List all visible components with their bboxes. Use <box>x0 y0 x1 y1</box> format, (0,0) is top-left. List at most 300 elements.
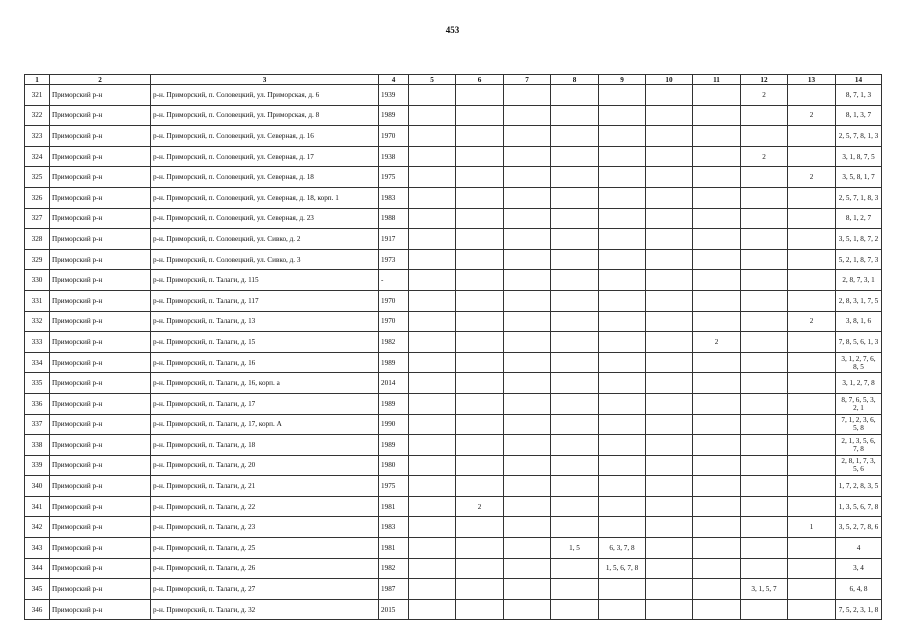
col-8-cell <box>551 393 599 414</box>
col-11-cell <box>693 208 741 229</box>
col-9-cell <box>599 229 646 250</box>
col-9-cell: 6, 3, 7, 8 <box>599 538 646 559</box>
year-cell: 1980 <box>379 455 409 476</box>
col-10-cell <box>646 311 693 332</box>
col-13-cell <box>788 455 836 476</box>
table-row <box>25 105 882 126</box>
address-cell: р-н. Приморский, п. Талаги, д. 27 <box>151 579 379 600</box>
col-5-cell <box>409 373 456 394</box>
col-14-cell: 7, 8, 5, 6, 1, 3 <box>836 332 882 353</box>
row-number: 334 <box>25 352 50 373</box>
col-6-cell <box>456 332 504 353</box>
col-14-cell: 7, 5, 2, 3, 1, 8 <box>836 599 882 620</box>
table-row <box>25 249 882 270</box>
col-10-cell <box>646 290 693 311</box>
col-7-cell <box>504 538 551 559</box>
col-10-cell <box>646 187 693 208</box>
district-cell: Приморский р-н <box>50 126 151 147</box>
col-12-cell <box>741 105 788 126</box>
col-8-cell <box>551 229 599 250</box>
col-7-cell <box>504 229 551 250</box>
col-10-cell <box>646 229 693 250</box>
col-13-cell: 2 <box>788 167 836 188</box>
col-9-cell <box>599 187 646 208</box>
district-cell: Приморский р-н <box>50 393 151 414</box>
col-6-cell <box>456 229 504 250</box>
col-8-cell <box>551 455 599 476</box>
row-number: 338 <box>25 435 50 456</box>
col-6-cell <box>456 599 504 620</box>
col-13-cell: 2 <box>788 105 836 126</box>
col-7-cell <box>504 126 551 147</box>
col-13-cell <box>788 332 836 353</box>
col-12-cell <box>741 270 788 291</box>
district-cell: Приморский р-н <box>50 249 151 270</box>
year-cell: 1970 <box>379 290 409 311</box>
col-6-cell <box>456 558 504 579</box>
col-8-cell <box>551 208 599 229</box>
district-cell: Приморский р-н <box>50 352 151 373</box>
col-5-cell <box>409 599 456 620</box>
col-6-cell <box>456 455 504 476</box>
col-7-cell <box>504 311 551 332</box>
row-number: 343 <box>25 538 50 559</box>
col-10-cell <box>646 599 693 620</box>
col-11-cell <box>693 496 741 517</box>
col-6-cell <box>456 435 504 456</box>
row-number: 345 <box>25 579 50 600</box>
table-row <box>25 229 882 250</box>
col-6-cell <box>456 208 504 229</box>
district-cell: Приморский р-н <box>50 208 151 229</box>
col-14-cell: 4 <box>836 538 882 559</box>
col-8-cell <box>551 126 599 147</box>
district-cell: Приморский р-н <box>50 455 151 476</box>
col-9-cell <box>599 455 646 476</box>
table-row <box>25 393 882 414</box>
col-7-cell <box>504 455 551 476</box>
col-10-cell <box>646 126 693 147</box>
col-13-cell <box>788 496 836 517</box>
col-13-cell <box>788 208 836 229</box>
table-row <box>25 85 882 106</box>
row-number: 342 <box>25 517 50 538</box>
col-9-cell <box>599 146 646 167</box>
col-7-cell <box>504 414 551 435</box>
col-14-cell: 3, 5, 8, 1, 7 <box>836 167 882 188</box>
col-5-cell <box>409 517 456 538</box>
col-9-cell <box>599 352 646 373</box>
column-header-13: 13 <box>788 75 836 85</box>
col-11-cell <box>693 167 741 188</box>
col-6-cell <box>456 517 504 538</box>
year-cell: 1970 <box>379 311 409 332</box>
col-10-cell <box>646 538 693 559</box>
col-9-cell <box>599 373 646 394</box>
year-cell: 1983 <box>379 187 409 208</box>
year-cell: - <box>379 270 409 291</box>
district-cell: Приморский р-н <box>50 579 151 600</box>
col-5-cell <box>409 208 456 229</box>
col-11-cell <box>693 517 741 538</box>
col-9-cell <box>599 105 646 126</box>
col-5-cell <box>409 126 456 147</box>
col-11-cell <box>693 187 741 208</box>
col-10-cell <box>646 435 693 456</box>
table-row <box>25 414 882 435</box>
year-cell: 1939 <box>379 85 409 106</box>
column-header-5: 5 <box>409 75 456 85</box>
table-row <box>25 187 882 208</box>
column-header-8: 8 <box>551 75 599 85</box>
col-7-cell <box>504 435 551 456</box>
col-6-cell <box>456 249 504 270</box>
year-cell: 1981 <box>379 496 409 517</box>
col-10-cell <box>646 455 693 476</box>
col-13-cell <box>788 599 836 620</box>
address-cell: р-н. Приморский, п. Соловецкий, ул. Северная, д. 23 <box>151 208 379 229</box>
column-header-10: 10 <box>646 75 693 85</box>
table-row <box>25 496 882 517</box>
col-9-cell <box>599 414 646 435</box>
col-9-cell <box>599 435 646 456</box>
col-6-cell <box>456 393 504 414</box>
col-11-cell <box>693 599 741 620</box>
col-5-cell <box>409 270 456 291</box>
col-10-cell <box>646 373 693 394</box>
col-6-cell <box>456 476 504 497</box>
col-7-cell <box>504 167 551 188</box>
col-11-cell <box>693 311 741 332</box>
row-number: 335 <box>25 373 50 394</box>
col-5-cell <box>409 85 456 106</box>
address-cell: р-н. Приморский, п. Талаги, д. 21 <box>151 476 379 497</box>
col-12-cell <box>741 414 788 435</box>
col-14-cell: 1, 3, 5, 6, 7, 8 <box>836 496 882 517</box>
address-cell: р-н. Приморский, п. Талаги, д. 20 <box>151 455 379 476</box>
col-9-cell <box>599 85 646 106</box>
col-12-cell <box>741 126 788 147</box>
col-12-cell <box>741 332 788 353</box>
col-13-cell <box>788 476 836 497</box>
year-cell: 2014 <box>379 373 409 394</box>
col-12-cell <box>741 455 788 476</box>
col-6-cell <box>456 352 504 373</box>
col-5-cell <box>409 393 456 414</box>
district-cell: Приморский р-н <box>50 332 151 353</box>
col-13-cell <box>788 538 836 559</box>
col-9-cell <box>599 579 646 600</box>
col-10-cell <box>646 393 693 414</box>
table-row <box>25 167 882 188</box>
col-12-cell <box>741 208 788 229</box>
row-number: 328 <box>25 229 50 250</box>
col-13-cell <box>788 249 836 270</box>
col-14-cell: 2, 1, 3, 5, 6, 7, 8 <box>836 435 882 456</box>
col-12-cell: 2 <box>741 85 788 106</box>
year-cell: 1983 <box>379 517 409 538</box>
col-14-cell: 3, 8, 1, 6 <box>836 311 882 332</box>
col-6-cell <box>456 414 504 435</box>
col-9-cell <box>599 167 646 188</box>
row-number: 339 <box>25 455 50 476</box>
year-cell: 1938 <box>379 146 409 167</box>
col-5-cell <box>409 167 456 188</box>
year-cell: 1970 <box>379 126 409 147</box>
col-7-cell <box>504 187 551 208</box>
table-row <box>25 455 882 476</box>
row-number: 336 <box>25 393 50 414</box>
col-11-cell <box>693 290 741 311</box>
year-cell: 1982 <box>379 332 409 353</box>
address-cell: р-н. Приморский, п. Соловецкий, ул. Северная, д. 17 <box>151 146 379 167</box>
col-14-cell: 2, 5, 7, 8, 1, 3 <box>836 126 882 147</box>
year-cell: 1973 <box>379 249 409 270</box>
table-row <box>25 290 882 311</box>
col-13-cell <box>788 187 836 208</box>
col-5-cell <box>409 229 456 250</box>
col-14-cell: 2, 5, 7, 1, 8, 3 <box>836 187 882 208</box>
col-8-cell <box>551 105 599 126</box>
column-header-1: 1 <box>25 75 50 85</box>
col-11-cell <box>693 373 741 394</box>
col-9-cell <box>599 249 646 270</box>
col-6-cell <box>456 270 504 291</box>
col-12-cell <box>741 517 788 538</box>
col-11-cell <box>693 85 741 106</box>
col-14-cell: 3, 1, 2, 7, 6, 8, 5 <box>836 352 882 373</box>
col-12-cell <box>741 373 788 394</box>
col-9-cell <box>599 476 646 497</box>
col-8-cell <box>551 517 599 538</box>
table-row <box>25 352 882 373</box>
col-14-cell: 3, 1, 2, 7, 8 <box>836 373 882 394</box>
col-13-cell <box>788 126 836 147</box>
year-cell: 1990 <box>379 414 409 435</box>
col-6-cell <box>456 187 504 208</box>
row-number: 341 <box>25 496 50 517</box>
table-row <box>25 373 882 394</box>
column-header-4: 4 <box>379 75 409 85</box>
col-13-cell <box>788 373 836 394</box>
address-cell: р-н. Приморский, п. Талаги, д. 26 <box>151 558 379 579</box>
col-14-cell: 8, 7, 1, 3 <box>836 85 882 106</box>
col-9-cell <box>599 496 646 517</box>
row-number: 333 <box>25 332 50 353</box>
col-14-cell: 5, 2, 1, 8, 7, 3 <box>836 249 882 270</box>
col-14-cell: 8, 7, 6, 5, 3, 2, 1 <box>836 393 882 414</box>
col-5-cell <box>409 290 456 311</box>
col-5-cell <box>409 476 456 497</box>
column-header-6: 6 <box>456 75 504 85</box>
col-8-cell <box>551 332 599 353</box>
year-cell: 1982 <box>379 558 409 579</box>
header-row <box>25 75 882 85</box>
district-cell: Приморский р-н <box>50 517 151 538</box>
table-row <box>25 517 882 538</box>
col-5-cell <box>409 558 456 579</box>
district-cell: Приморский р-н <box>50 270 151 291</box>
address-cell: р-н. Приморский, п. Соловецкий, ул. Сивко, д. 2 <box>151 229 379 250</box>
col-13-cell <box>788 290 836 311</box>
row-number: 346 <box>25 599 50 620</box>
col-12-cell <box>741 476 788 497</box>
year-cell: 1987 <box>379 579 409 600</box>
col-14-cell: 2, 8, 3, 1, 7, 5 <box>836 290 882 311</box>
col-9-cell <box>599 332 646 353</box>
col-12-cell <box>741 311 788 332</box>
col-5-cell <box>409 538 456 559</box>
col-10-cell <box>646 249 693 270</box>
col-8-cell <box>551 270 599 291</box>
col-8-cell <box>551 435 599 456</box>
col-11-cell <box>693 229 741 250</box>
table-row <box>25 476 882 497</box>
col-13-cell <box>788 352 836 373</box>
col-7-cell <box>504 496 551 517</box>
address-cell: р-н. Приморский, п. Соловецкий, ул. Северная, д. 18 <box>151 167 379 188</box>
col-11-cell <box>693 352 741 373</box>
district-cell: Приморский р-н <box>50 373 151 394</box>
col-10-cell <box>646 414 693 435</box>
col-14-cell: 3, 1, 8, 7, 5 <box>836 146 882 167</box>
table-row <box>25 146 882 167</box>
col-11-cell <box>693 393 741 414</box>
col-7-cell <box>504 332 551 353</box>
col-10-cell <box>646 270 693 291</box>
col-5-cell <box>409 311 456 332</box>
page-number: 453 <box>445 25 460 35</box>
col-11-cell <box>693 105 741 126</box>
col-13-cell: 2 <box>788 311 836 332</box>
table-row <box>25 538 882 559</box>
col-12-cell <box>741 538 788 559</box>
col-13-cell <box>788 85 836 106</box>
row-number: 332 <box>25 311 50 332</box>
column-header-7: 7 <box>504 75 551 85</box>
table-row <box>25 435 882 456</box>
address-cell: р-н. Приморский, п. Талаги, д. 115 <box>151 270 379 291</box>
col-8-cell <box>551 414 599 435</box>
col-8-cell <box>551 352 599 373</box>
table-row <box>25 208 882 229</box>
col-7-cell <box>504 579 551 600</box>
row-number: 321 <box>25 85 50 106</box>
row-number: 323 <box>25 126 50 147</box>
col-6-cell: 2 <box>456 496 504 517</box>
address-cell: р-н. Приморский, п. Талаги, д. 32 <box>151 599 379 620</box>
address-cell: р-н. Приморский, п. Талаги, д. 23 <box>151 517 379 538</box>
col-11-cell <box>693 435 741 456</box>
district-cell: Приморский р-н <box>50 311 151 332</box>
district-cell: Приморский р-н <box>50 229 151 250</box>
col-12-cell: 3, 1, 5, 7 <box>741 579 788 600</box>
col-8-cell <box>551 187 599 208</box>
col-6-cell <box>456 126 504 147</box>
col-11-cell: 2 <box>693 332 741 353</box>
col-11-cell <box>693 455 741 476</box>
column-header-12: 12 <box>741 75 788 85</box>
table-row <box>25 558 882 579</box>
column-header-14: 14 <box>836 75 882 85</box>
col-14-cell: 3, 5, 2, 7, 8, 6 <box>836 517 882 538</box>
address-cell: р-н. Приморский, п. Талаги, д. 117 <box>151 290 379 311</box>
col-9-cell <box>599 270 646 291</box>
col-14-cell: 8, 1, 2, 7 <box>836 208 882 229</box>
col-11-cell <box>693 579 741 600</box>
district-cell: Приморский р-н <box>50 496 151 517</box>
address-cell: р-н. Приморский, п. Соловецкий, ул. Сивко, д. 3 <box>151 249 379 270</box>
col-13-cell <box>788 146 836 167</box>
row-number: 329 <box>25 249 50 270</box>
col-7-cell <box>504 105 551 126</box>
col-8-cell <box>551 85 599 106</box>
column-header-11: 11 <box>693 75 741 85</box>
col-12-cell <box>741 249 788 270</box>
col-11-cell <box>693 146 741 167</box>
col-12-cell <box>741 167 788 188</box>
col-8-cell <box>551 599 599 620</box>
row-number: 330 <box>25 270 50 291</box>
col-12-cell <box>741 352 788 373</box>
col-5-cell <box>409 455 456 476</box>
year-cell: 1988 <box>379 208 409 229</box>
col-8-cell <box>551 249 599 270</box>
col-8-cell <box>551 373 599 394</box>
col-7-cell <box>504 352 551 373</box>
col-11-cell <box>693 414 741 435</box>
col-12-cell <box>741 435 788 456</box>
year-cell: 1981 <box>379 538 409 559</box>
col-7-cell <box>504 517 551 538</box>
col-8-cell <box>551 146 599 167</box>
col-13-cell <box>788 229 836 250</box>
col-7-cell <box>504 373 551 394</box>
col-14-cell: 3, 5, 1, 8, 7, 2 <box>836 229 882 250</box>
col-12-cell <box>741 187 788 208</box>
col-10-cell <box>646 332 693 353</box>
table-row <box>25 332 882 353</box>
col-9-cell <box>599 393 646 414</box>
address-cell: р-н. Приморский, п. Талаги, д. 13 <box>151 311 379 332</box>
col-5-cell <box>409 146 456 167</box>
col-8-cell <box>551 496 599 517</box>
col-7-cell <box>504 85 551 106</box>
col-12-cell <box>741 290 788 311</box>
col-9-cell <box>599 290 646 311</box>
col-9-cell <box>599 126 646 147</box>
table-row <box>25 126 882 147</box>
row-number: 331 <box>25 290 50 311</box>
col-7-cell <box>504 290 551 311</box>
district-cell: Приморский р-н <box>50 558 151 579</box>
col-11-cell <box>693 126 741 147</box>
row-number: 344 <box>25 558 50 579</box>
address-cell: р-н. Приморский, п. Талаги, д. 17, корп. А <box>151 414 379 435</box>
year-cell: 1975 <box>379 476 409 497</box>
col-6-cell <box>456 311 504 332</box>
col-5-cell <box>409 435 456 456</box>
year-cell: 2015 <box>379 599 409 620</box>
col-12-cell <box>741 393 788 414</box>
col-14-cell: 1, 7, 2, 8, 3, 5 <box>836 476 882 497</box>
col-6-cell <box>456 105 504 126</box>
column-header-9: 9 <box>599 75 646 85</box>
col-13-cell: 1 <box>788 517 836 538</box>
col-10-cell <box>646 352 693 373</box>
district-cell: Приморский р-н <box>50 414 151 435</box>
col-14-cell: 7, 1, 2, 3, 6, 5, 8 <box>836 414 882 435</box>
